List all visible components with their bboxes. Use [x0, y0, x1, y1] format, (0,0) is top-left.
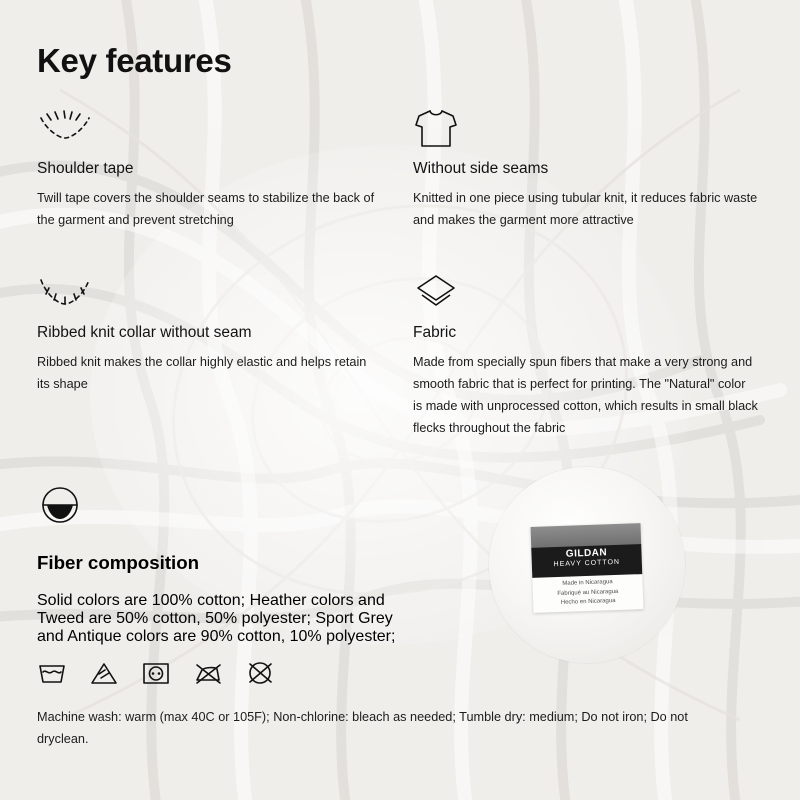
fiber-composition-icon	[37, 486, 397, 533]
feature-heading: Without side seams	[413, 160, 549, 177]
feature-body: Made from specially spun fibers that make a very strong and smooth fabric that is perfect for printing. The "Natural" color is made with unprocessed cotton, which results in small black flecks throughout the fabric	[413, 355, 758, 435]
feature-heading: Shoulder tape	[37, 160, 134, 177]
feature-heading: Fiber composition	[37, 551, 200, 573]
care-body: Machine wash: warm (max 40C or 105F); Non-chlorine: bleach as needed; Tumble dry: medium; Do not iron; Do not dryclean.	[37, 710, 688, 746]
shoulder-tape-icon	[37, 108, 382, 152]
feature-shoulder-tape	[37, 108, 382, 232]
feature-fabric	[413, 272, 758, 439]
care-icon-row	[37, 660, 742, 691]
care-instructions	[37, 660, 742, 751]
tumble-dry-medium-icon	[141, 660, 171, 691]
non-chlorine-bleach-icon	[89, 660, 119, 691]
feature-heading: Ribbed knit collar without seam	[37, 324, 252, 341]
page-title: Key features	[37, 42, 232, 79]
label-brand-sub: HEAVY COTTON	[553, 558, 621, 569]
do-not-iron-icon	[193, 660, 223, 691]
feature-body: Solid colors are 100% cotton; Heather colors and Tweed are 50% cotton, 50% polyester; Sport Grey and Antique colors are 90% cotton, 10% polyester;	[37, 592, 396, 646]
feature-body: Ribbed knit makes the collar highly elastic and helps retain its shape	[37, 355, 367, 391]
feature-body: Knitted in one piece using tubular knit, it reduces fabric waste and makes the garment more attractive	[413, 191, 758, 227]
label-origin-line-3: Hecho en Nicaragua	[560, 598, 616, 607]
machine-wash-icon	[37, 660, 67, 691]
ribbed-collar-icon	[37, 272, 382, 316]
feature-without-side-seams	[413, 108, 758, 232]
feature-ribbed-collar	[37, 272, 382, 396]
fabric-layers-icon	[413, 272, 758, 316]
label-origin-line-1: Made in Nicaragua	[562, 579, 613, 587]
label-brand-name: GILDAN	[565, 547, 608, 560]
tshirt-icon	[413, 108, 758, 152]
do-not-dryclean-icon	[245, 660, 275, 691]
feature-fiber-composition	[37, 486, 397, 662]
label-origin-line-2: Fabriqué au Nicaragua	[557, 588, 619, 597]
feature-heading: Fabric	[413, 324, 457, 341]
feature-body: Twill tape covers the shoulder seams to stabilize the back of the garment and prevent stretching	[37, 191, 375, 227]
